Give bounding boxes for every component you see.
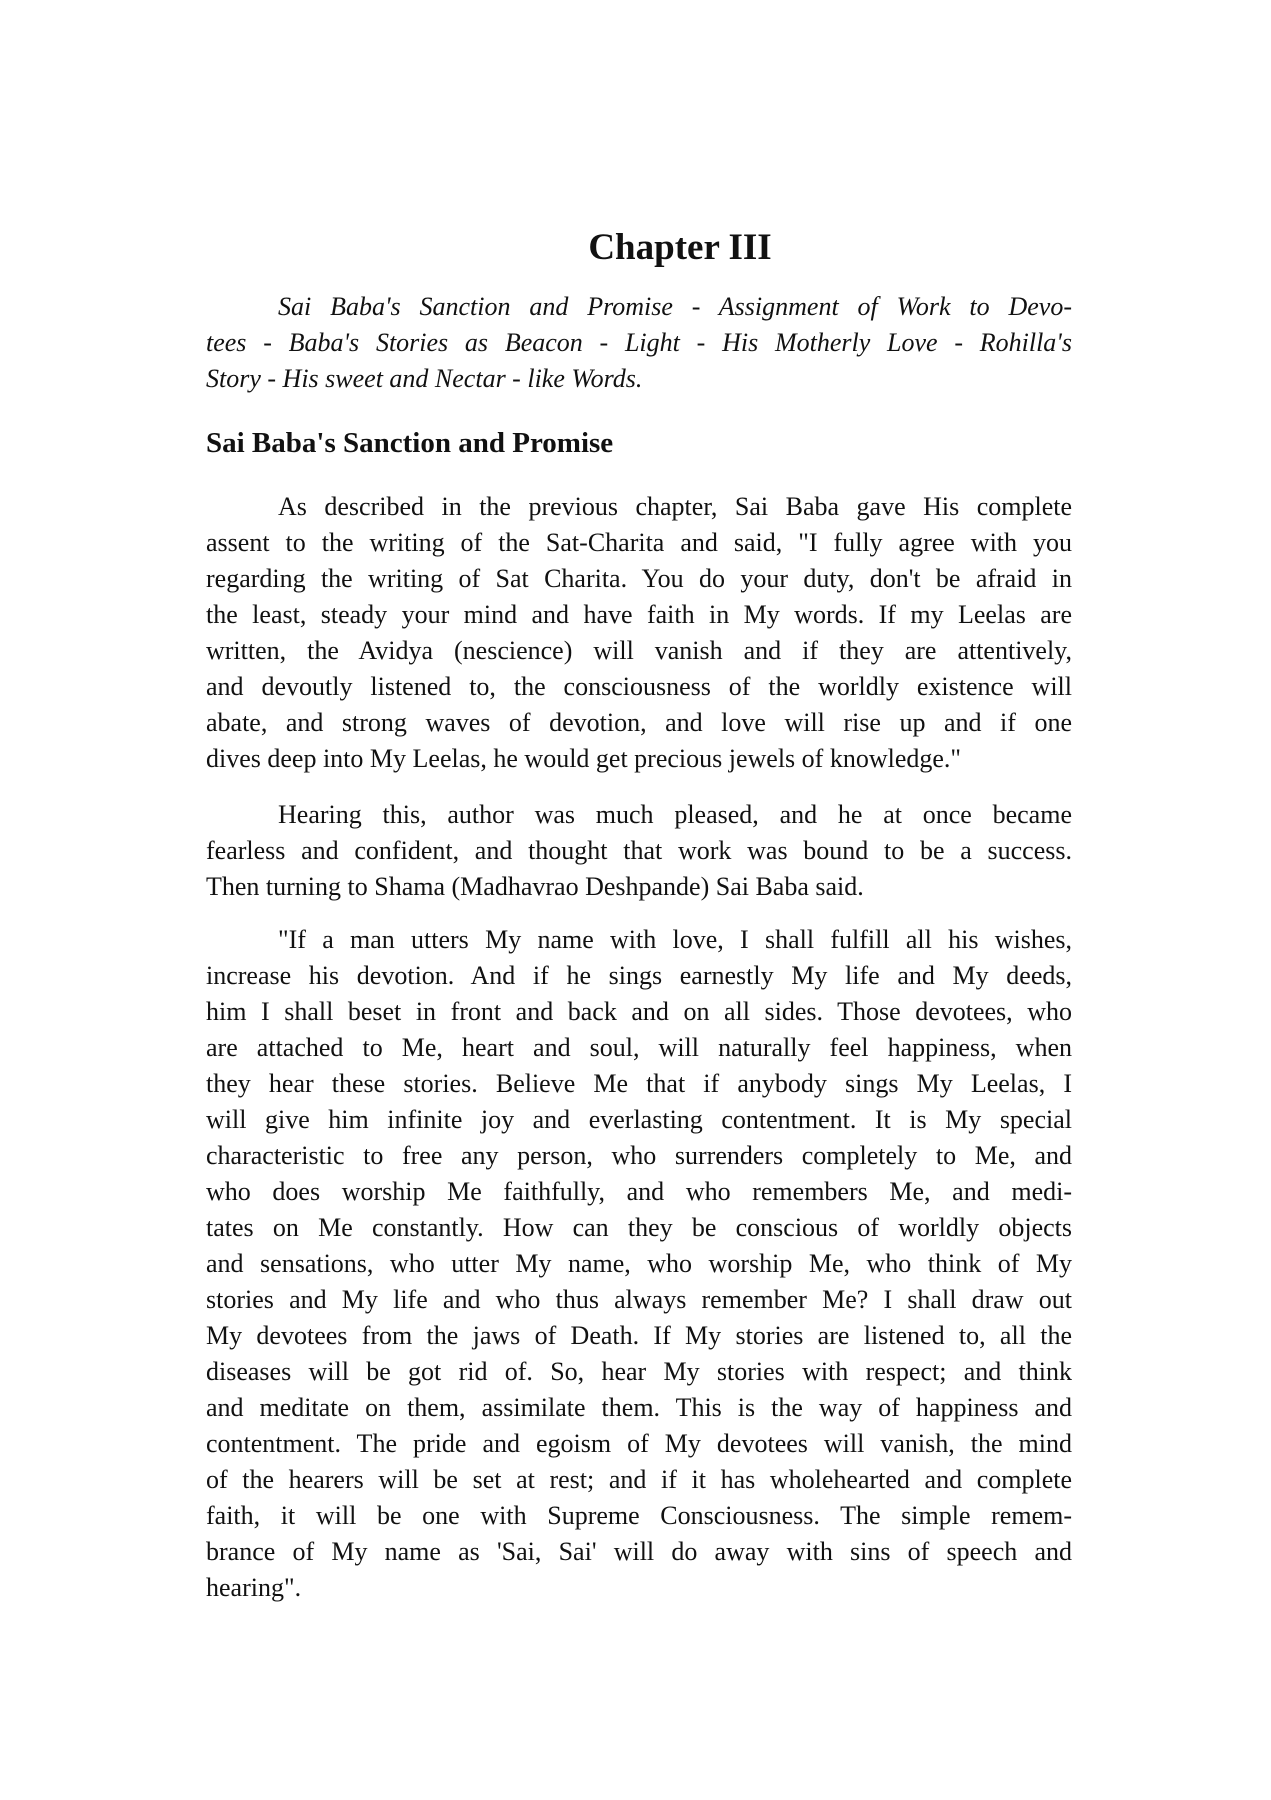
- paragraph-line: fearless and confident, and thought that work was bound to be a success.: [206, 836, 1072, 865]
- paragraph-line: "If a man utters My name with love, I shall fulfill all his wishes,: [278, 925, 1072, 954]
- paragraph-line: written, the Avidya (nescience) will vanish and if they are attentively,: [206, 636, 1072, 665]
- paragraph-line: will give him infinite joy and everlasting contentment. It is My special: [206, 1105, 1072, 1134]
- paragraph-line: brance of My name as 'Sai, Sai' will do away with sins of speech and: [206, 1537, 1072, 1566]
- paragraph-line: diseases will be got rid of. So, hear My stories with respect; and think: [206, 1357, 1072, 1386]
- paragraph-line: characteristic to free any person, who surrenders completely to Me, and: [206, 1141, 1072, 1170]
- paragraph-line: hearing".: [206, 1573, 302, 1602]
- paragraph-line: As described in the previous chapter, Sai Baba gave His complete: [278, 492, 1072, 521]
- chapter-title: Chapter III: [588, 227, 772, 268]
- paragraph-line: increase his devotion. And if he sings earnestly My life and My deeds,: [206, 961, 1072, 990]
- paragraph-line: tates on Me constantly. How can they be conscious of worldly objects: [206, 1213, 1072, 1242]
- paragraph-line: contentment. The pride and egoism of My devotees will vanish, the mind: [206, 1429, 1072, 1458]
- paragraph-line: dives deep into My Leelas, he would get precious jewels of knowledge.": [206, 744, 962, 773]
- paragraph-line: regarding the writing of Sat Charita. You do your duty, don't be afraid in: [206, 564, 1072, 593]
- paragraph-3: [206, 922, 1072, 1606]
- chapter-summary: [206, 289, 1072, 397]
- chapter-summary-line: Sai Baba's Sanction and Promise - Assignment of Work to Devo-: [278, 292, 1072, 321]
- paragraph-line: and meditate on them, assimilate them. This is the way of happiness and: [206, 1393, 1072, 1422]
- paragraph-line: assent to the writing of the Sat-Charita and said, "I fully agree with you: [206, 528, 1072, 557]
- paragraph-2: [206, 797, 1072, 905]
- paragraph-line: My devotees from the jaws of Death. If My stories are listened to, all the: [206, 1321, 1072, 1350]
- paragraph-line: who does worship Me faithfully, and who remembers Me, and medi-: [206, 1177, 1072, 1206]
- paragraph-line: abate, and strong waves of devotion, and love will rise up and if one: [206, 708, 1072, 737]
- paragraph-line: stories and My life and who thus always remember Me? I shall draw out: [206, 1285, 1072, 1314]
- paragraph-line: and devoutly listened to, the consciousness of the worldly existence will: [206, 672, 1072, 701]
- paragraph-line: and sensations, who utter My name, who worship Me, who think of My: [206, 1249, 1072, 1278]
- section-heading: Sai Baba's Sanction and Promise: [206, 427, 614, 459]
- paragraph-line: Then turning to Shama (Madhavrao Deshpande) Sai Baba said.: [206, 872, 864, 901]
- paragraph-line: the least, steady your mind and have faith in My words. If my Leelas are: [206, 600, 1072, 629]
- paragraph-line: him I shall beset in front and back and on all sides. Those devotees, who: [206, 997, 1072, 1026]
- paragraph-line: Hearing this, author was much pleased, and he at once became: [278, 800, 1072, 829]
- paragraph-line: of the hearers will be set at rest; and if it has wholehearted and complete: [206, 1465, 1072, 1494]
- chapter-summary-line: Story - His sweet and Nectar - like Words.: [206, 364, 643, 393]
- paragraph-line: they hear these stories. Believe Me that if anybody sings My Leelas, I: [206, 1069, 1072, 1098]
- paragraph-1: [206, 489, 1072, 777]
- paragraph-line: are attached to Me, heart and soul, will naturally feel happiness, when: [206, 1033, 1072, 1062]
- paragraph-line: faith, it will be one with Supreme Consciousness. The simple remem-: [206, 1501, 1072, 1530]
- chapter-summary-line: tees - Baba's Stories as Beacon - Light - His Motherly Love - Rohilla's: [206, 328, 1072, 357]
